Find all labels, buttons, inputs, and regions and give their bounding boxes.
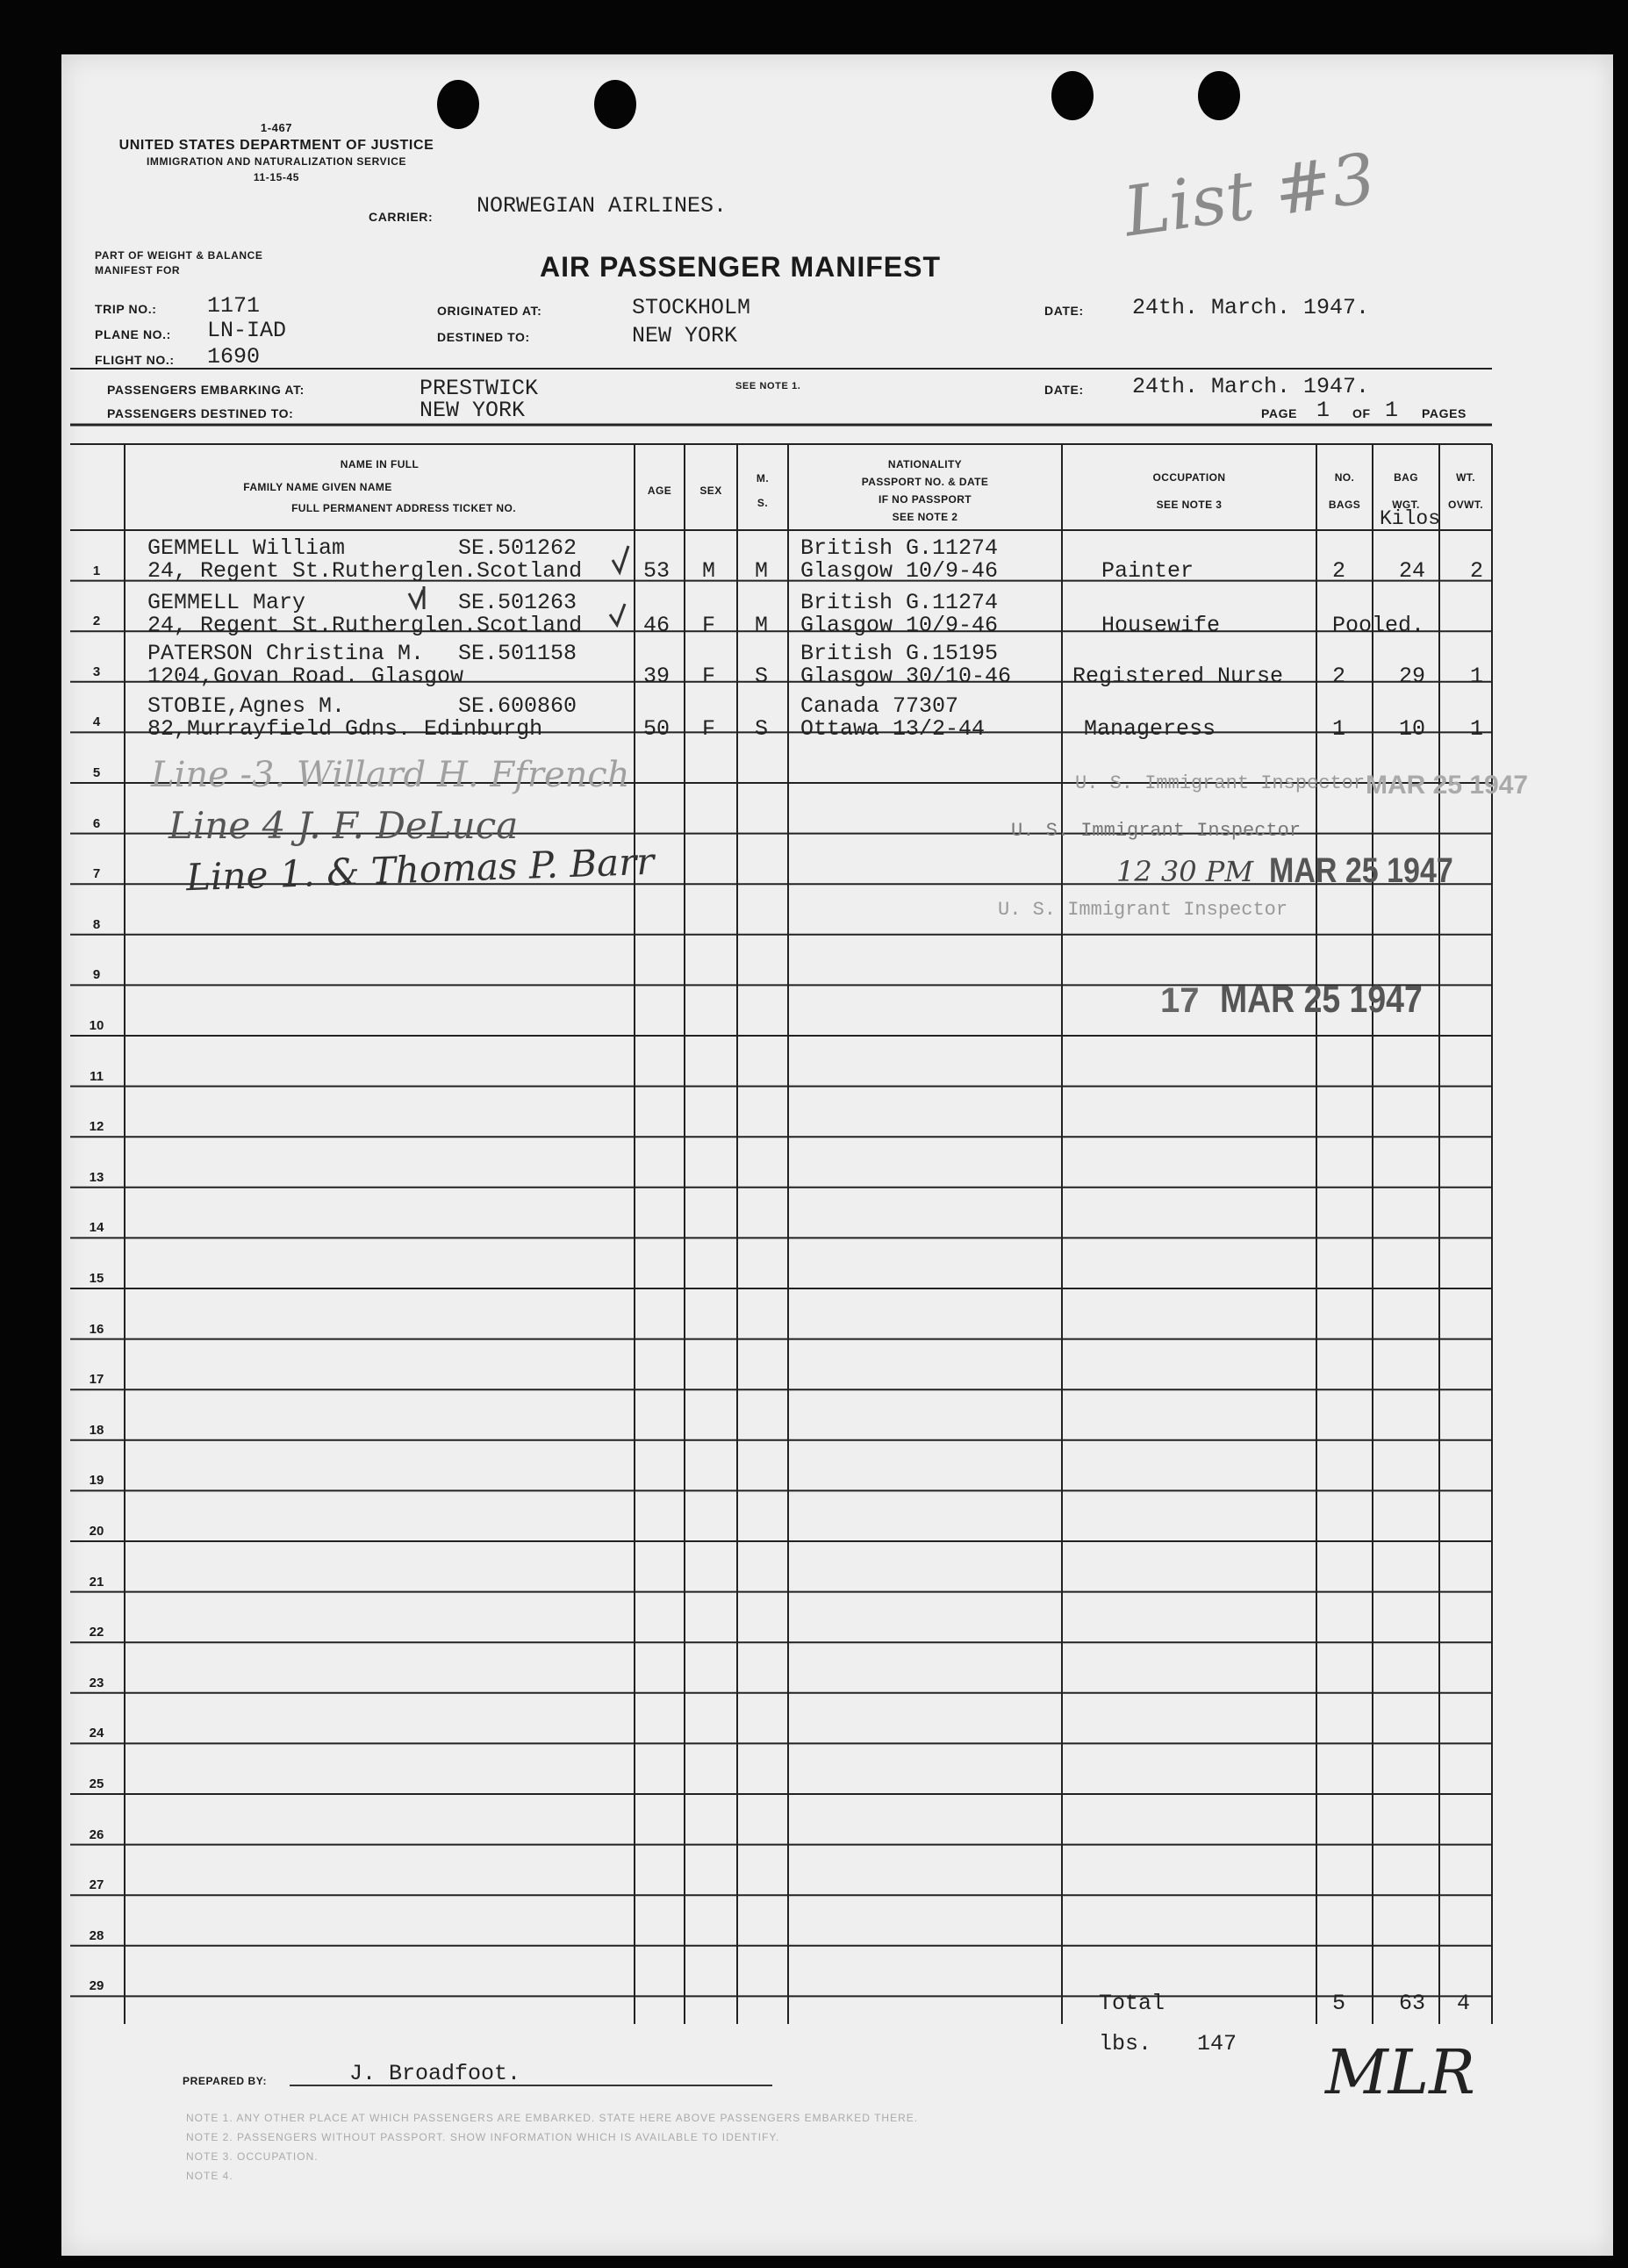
form-service: IMMIGRATION AND NATURALIZATION SERVICE — [146, 155, 407, 168]
passenger-occupation: Registered Nurse — [1072, 664, 1284, 689]
passenger-ms: S — [755, 664, 769, 689]
prepared-label: PREPARED BY: — [183, 2075, 268, 2087]
passenger-ticket: SE.501263 — [458, 590, 577, 615]
handwritten-line4-signature: Line 4 J. F. DeLuca — [169, 804, 519, 847]
row-number: 6 — [92, 815, 101, 831]
note-2: NOTE 2. PASSENGERS WITHOUT PASSPORT. SHOW INFORMATION WHICH IS AVAILABLE TO IDENTIFY. — [186, 2131, 780, 2143]
passenger-name: STOBIE,Agnes M. — [147, 693, 346, 719]
passenger-age: 50 — [643, 716, 671, 742]
row-number: 27 — [89, 1877, 104, 1893]
passenger-pooled: Pooled. — [1332, 613, 1425, 638]
inspector-stamp-1: U. S. Immigrant Inspector — [1075, 772, 1366, 794]
row-number: 28 — [89, 1927, 104, 1943]
passenger-bags: 1 — [1332, 716, 1346, 742]
passenger-passport-date: Glasgow 10/9-46 — [800, 558, 999, 584]
passenger-bag-weight: 24 — [1399, 558, 1426, 584]
row-number: 5 — [92, 765, 101, 780]
trip-value: 1171 — [207, 293, 261, 319]
embarking-value: PRESTWICK — [420, 376, 539, 401]
date-stamp-b: MAR 25 1947 — [1269, 851, 1453, 890]
passenger-occupation: Painter — [1101, 558, 1194, 584]
date-stamp-a: MAR 25 1947 — [1366, 771, 1529, 800]
date-stamp-c-prefix: 17 — [1160, 981, 1200, 1020]
punch-hole — [594, 80, 636, 129]
row-number: 26 — [89, 1827, 104, 1842]
col-bagwt-2: WGT. — [1392, 499, 1420, 511]
row-number: 23 — [89, 1675, 104, 1690]
row-number: 9 — [92, 967, 101, 983]
passenger-bag-weight: 29 — [1399, 664, 1426, 689]
passenger-address: 24, Regent St.Rutherglen.Scotland — [147, 558, 583, 584]
destined-to-label: PASSENGERS DESTINED TO: — [107, 406, 294, 420]
col-name-sub2: FULL PERMANENT ADDRESS TICKET NO. — [291, 502, 516, 514]
col-age: AGE — [647, 484, 672, 497]
form-date: 11-15-45 — [253, 171, 300, 183]
col-occ-2: SEE NOTE 3 — [1156, 499, 1223, 511]
form-number: 1-467 — [260, 121, 293, 134]
see-note: SEE NOTE 1. — [735, 381, 801, 391]
passenger-ms: M — [755, 613, 769, 638]
page-total: 1 — [1385, 398, 1399, 423]
originated-value: STOCKHOLM — [632, 295, 751, 320]
passenger-name: PATERSON Christina M. — [147, 641, 425, 666]
handwritten-line3-signature: Line -3. Willard H. Ffrench — [151, 755, 630, 795]
trip-label: TRIP NO.: — [95, 302, 157, 316]
time-note: 12 30 PM — [1116, 855, 1254, 888]
row-number: 16 — [89, 1321, 104, 1337]
page-number: 1 — [1316, 398, 1330, 423]
row-number: 11 — [90, 1068, 104, 1084]
row-number: 17 — [89, 1372, 104, 1388]
passenger-bags: 2 — [1332, 664, 1346, 689]
row-number: 25 — [89, 1776, 104, 1791]
col-nat-3: IF NO PASSPORT — [878, 493, 972, 506]
col-occ-1: OCCUPATION — [1152, 471, 1226, 484]
col-nat-4: SEE NOTE 2 — [892, 511, 958, 523]
col-ms-1: M. — [756, 472, 770, 484]
passenger-overweight: 1 — [1470, 716, 1484, 742]
row-number: 14 — [89, 1220, 104, 1236]
passenger-passport-date: Glasgow 30/10-46 — [800, 664, 1012, 689]
embarking-label: PASSENGERS EMBARKING AT: — [107, 383, 305, 397]
passenger-address: 24, Regent St.Rutherglen.Scotland — [147, 613, 583, 638]
passenger-bags: 2 — [1332, 558, 1346, 584]
row-number: 3 — [92, 664, 101, 679]
punch-hole — [1051, 71, 1094, 120]
passenger-name: GEMMELL William — [147, 535, 346, 561]
row-number: 21 — [89, 1574, 104, 1590]
row-number: 1 — [92, 563, 101, 578]
col-sex: SEX — [699, 484, 722, 497]
passenger-overweight: 1 — [1470, 664, 1484, 689]
note-4: NOTE 4. — [186, 2170, 233, 2182]
page-title: AIR PASSENGER MANIFEST — [540, 251, 941, 283]
of-label: OF — [1352, 406, 1371, 420]
col-bagwt-1: BAG — [1394, 471, 1418, 484]
passenger-overweight: 2 — [1470, 558, 1484, 584]
passenger-ms: M — [755, 558, 769, 584]
inspector-stamp-2: U. S. Immigrant Inspector — [1011, 820, 1302, 842]
total-label: Total — [1099, 1991, 1165, 2016]
passenger-passport-date: Ottawa 13/2-44 — [800, 716, 986, 742]
passenger-nationality: Canada 77307 — [800, 693, 959, 719]
form-dept: UNITED STATES DEPARTMENT OF JUSTICE — [118, 138, 434, 153]
passenger-ticket: SE.600860 — [458, 693, 577, 719]
row-number: 2 — [92, 614, 101, 629]
row-number: 10 — [89, 1018, 104, 1033]
carrier-value: NORWEGIAN AIRLINES. — [477, 193, 728, 219]
row-number: 8 — [92, 916, 101, 932]
col-nat-1: NATIONALITY — [887, 458, 963, 470]
passenger-occupation: Housewife — [1101, 613, 1221, 638]
col-ms-2: S. — [757, 497, 769, 509]
col-name-sub1: FAMILY NAME GIVEN NAME — [243, 481, 392, 493]
date2-value: 24th. March. 1947. — [1132, 374, 1370, 399]
plane-label: PLANE NO.: — [95, 327, 171, 341]
col-nat-2: PASSPORT NO. & DATE — [861, 476, 989, 488]
passenger-age: 53 — [643, 558, 671, 584]
row-number: 18 — [89, 1422, 104, 1438]
row-number: 24 — [89, 1726, 104, 1741]
passenger-ticket: SE.501262 — [458, 535, 577, 561]
col-bags-2: BAGS — [1328, 499, 1361, 511]
row-number: 19 — [89, 1473, 104, 1489]
row-number: 29 — [89, 1978, 104, 1994]
initials-signature: MLR — [1325, 2036, 1475, 2108]
row-number: 4 — [92, 714, 101, 730]
passenger-sex: F — [702, 716, 716, 742]
col-name-title: NAME IN FULL — [340, 458, 420, 470]
passenger-age: 46 — [643, 613, 671, 638]
part-of-line1: PART OF WEIGHT & BALANCE — [95, 249, 263, 262]
row-number: 7 — [92, 866, 101, 882]
note-1: NOTE 1. ANY OTHER PLACE AT WHICH PASSENGERS ARE EMBARKED. STATE HERE ABOVE PASSENGERS EMBARKED THERE. — [186, 2112, 919, 2124]
date-stamp-c: MAR 25 1947 — [1220, 978, 1423, 1021]
col-bags-1: NO. — [1334, 471, 1355, 484]
total-bags: 5 — [1332, 1991, 1346, 2016]
punch-hole — [1198, 71, 1240, 120]
total-overweight: 4 — [1457, 1991, 1471, 2016]
destined-label: DESTINED TO: — [437, 330, 530, 344]
destined-to-value: NEW YORK — [420, 398, 526, 423]
passenger-ms: S — [755, 716, 769, 742]
lbs-label: lbs. — [1099, 2031, 1152, 2056]
part-of-line2: MANIFEST FOR — [95, 264, 181, 276]
col-wt-2: OVWT. — [1448, 499, 1483, 511]
col-wt-1: WT. — [1456, 471, 1475, 484]
page-label: PAGE — [1261, 406, 1298, 420]
row-number: 15 — [89, 1271, 104, 1286]
passenger-address: 1204,Govan Road. Glasgow — [147, 664, 464, 689]
carrier-label: CARRIER: — [369, 210, 434, 224]
prepared-value: J. Broadfoot. — [349, 2061, 521, 2086]
passenger-age: 39 — [643, 664, 671, 689]
destined-value: NEW YORK — [632, 323, 738, 348]
row-number: 12 — [89, 1119, 104, 1135]
lbs-value: 147 — [1197, 2031, 1237, 2056]
flight-value: 1690 — [207, 344, 261, 370]
passenger-name: GEMMELL Mary — [147, 590, 306, 615]
passenger-occupation: Manageress — [1084, 716, 1216, 742]
list-note: List #3 — [1119, 139, 1381, 253]
plane-value: LN-IAD — [207, 318, 287, 343]
inspector-stamp-3: U. S. Immigrant Inspector — [998, 899, 1288, 921]
date-value: 24th. March. 1947. — [1132, 295, 1370, 320]
total-bag-weight: 63 — [1399, 1991, 1426, 2016]
passenger-sex: F — [702, 664, 716, 689]
passenger-ticket: SE.501158 — [458, 641, 577, 666]
row-number: 13 — [89, 1169, 104, 1185]
passenger-nationality: British G.15195 — [800, 641, 999, 666]
date2-label: DATE: — [1044, 383, 1084, 397]
handwritten-line1-signature: Line 1. & Thomas P. Barr — [185, 839, 656, 900]
passenger-sex: M — [702, 558, 716, 584]
row-number: 20 — [89, 1524, 104, 1539]
passenger-bag-weight: 10 — [1399, 716, 1426, 742]
date-label: DATE: — [1044, 304, 1084, 318]
passenger-nationality: British G.11274 — [800, 590, 999, 615]
originated-label: ORIGINATED AT: — [437, 304, 542, 318]
flight-label: FLIGHT NO.: — [95, 353, 175, 367]
passenger-sex: F — [702, 613, 716, 638]
passenger-passport-date: Glasgow 10/9-46 — [800, 613, 999, 638]
passenger-address: 82,Murrayfield Gdns. Edinburgh — [147, 716, 543, 742]
col-bag-unit: Kilos — [1380, 507, 1441, 530]
row-number: 22 — [89, 1625, 104, 1640]
pages-label: PAGES — [1422, 406, 1467, 420]
note-3: NOTE 3. OCCUPATION. — [186, 2150, 319, 2163]
passenger-nationality: British G.11274 — [800, 535, 999, 561]
